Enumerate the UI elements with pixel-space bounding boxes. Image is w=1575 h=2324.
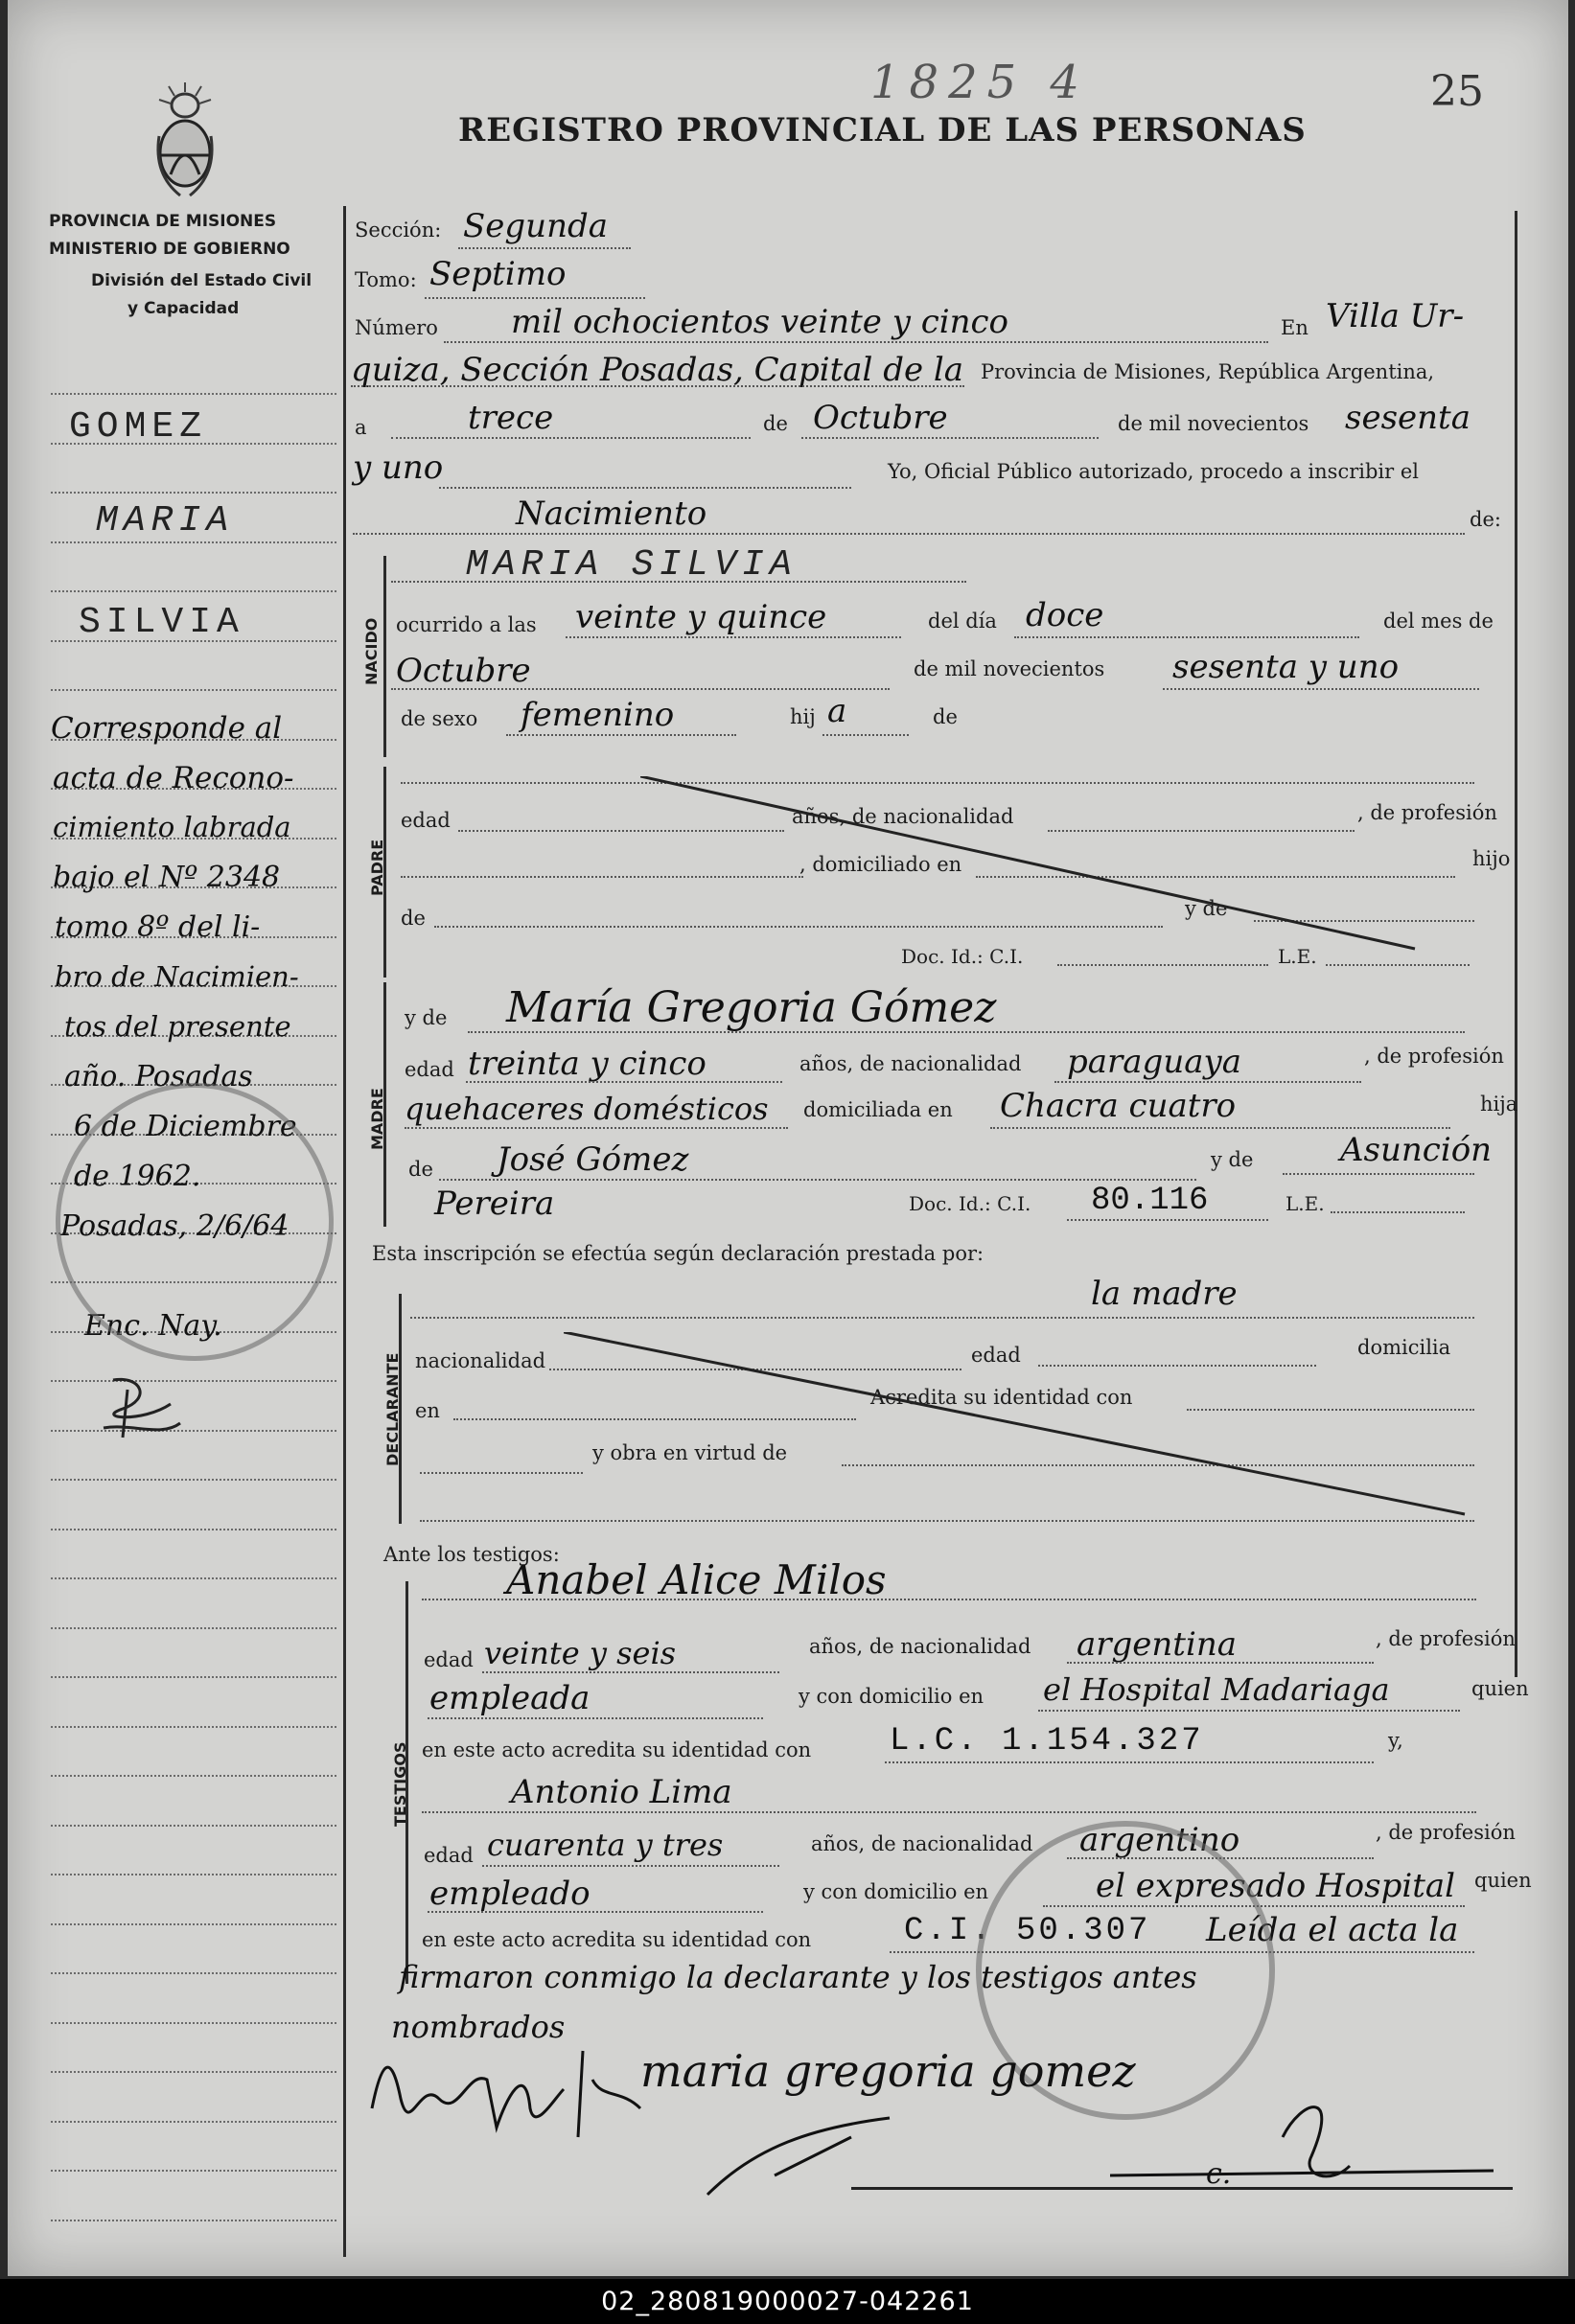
closing-line-1: firmaron conmigo la declarante y los testigos antes (399, 1959, 1197, 1995)
mil-nac-label: de mil novecientos (914, 657, 1105, 680)
declarante-en-label: en (415, 1399, 440, 1422)
agency-line-1: PROVINCIA DE MISIONES (49, 212, 277, 231)
declarante-obra-label: y obra en virtud de (592, 1441, 788, 1464)
acto-value: Nacimiento (516, 495, 707, 533)
t1-edad-value: veinte y seis (484, 1635, 677, 1671)
declarante-cancel-stroke (564, 1332, 1474, 1529)
anio-nac-value: sesenta y uno (1172, 648, 1400, 686)
rule (1057, 964, 1268, 966)
t2-dom-value: el expresado Hospital (1096, 1867, 1456, 1905)
margin-divider (343, 206, 346, 2257)
t2-prof-value: empleado (429, 1875, 591, 1913)
deldia-label: del día (928, 610, 997, 633)
t2-edad-value: cuarenta y tres (487, 1827, 724, 1863)
agency-line-4: y Capacidad (127, 299, 240, 318)
madre-de-label: de (408, 1158, 433, 1181)
margin-note-line: cimiento labrada (53, 811, 291, 843)
margin-ruled-line (51, 1775, 336, 1777)
sexo-value: femenino (521, 696, 675, 734)
declaracion-text: Esta inscripción se efectúa según declaración prestada por: (372, 1242, 984, 1265)
rule (422, 1599, 1476, 1600)
margin-ruled-line (51, 689, 336, 691)
seccion-label: Sección: (355, 219, 442, 242)
madre-prof-value: quehaceres domésticos (405, 1091, 769, 1127)
t2-doc-value: C.I. 50.307 (904, 1913, 1151, 1949)
t2-nac-label: años, de nacionalidad (811, 1832, 1033, 1855)
rule (1038, 1710, 1460, 1712)
t1-nac-label: años, de nacionalidad (809, 1635, 1031, 1658)
t2-edad-label: edad (424, 1844, 474, 1867)
testigo-1-nombre: Anabel Alice Milos (506, 1556, 887, 1603)
bottom-signature-line (851, 2187, 1513, 2190)
rule (566, 636, 901, 638)
de-label: de (763, 412, 788, 435)
padre-dom-label: , domiciliado en (799, 853, 962, 876)
witness-1-signature (362, 2041, 650, 2151)
declarante-acredita-label: Acredita su identidad con (870, 1386, 1133, 1409)
rule (822, 734, 909, 736)
t1-dom-label: y con domicilio en (799, 1685, 984, 1708)
rule (351, 385, 964, 387)
file-name-bar: 02_280819000027-042261 (0, 2279, 1575, 2324)
nacido-nombre: MARIA SILVIA (466, 544, 798, 586)
t1-prof-value: empleada (429, 1679, 591, 1717)
en-label: En (1281, 316, 1309, 339)
a-label: a (355, 416, 367, 439)
margin-ruled-line (51, 2170, 336, 2172)
numero-value: mil ochocientos veinte y cinco (511, 303, 1009, 341)
margin-note-line: acta de Recono- (53, 761, 294, 795)
margin-initials: Enc. Nay. (84, 1309, 222, 1343)
sexo-label: de sexo (401, 707, 478, 730)
t1-prof-label: , de profesión (1376, 1627, 1516, 1650)
madre-hija-label: hija (1480, 1093, 1518, 1116)
margin-name-2: SILVIA (79, 602, 244, 643)
right-border (1515, 211, 1517, 1677)
madre-yde2-label: y de (1211, 1148, 1254, 1171)
margin-note-line: de 1962. (74, 1160, 201, 1193)
margin-ruled-line (51, 1923, 336, 1925)
rule (468, 1031, 1465, 1033)
margin-note-line: bajo el Nº 2348 (53, 861, 281, 894)
tomo-value: Septimo (429, 255, 567, 293)
margin-ruled-line (51, 1874, 336, 1875)
declarante-nac-label: nacionalidad (415, 1349, 546, 1372)
padre-edad-label: edad (401, 809, 451, 832)
margin-ruled-line (51, 1577, 336, 1579)
tomo-label: Tomo: (355, 268, 417, 291)
officer-signature (1110, 2080, 1513, 2199)
t1-acredita-label: en este acto acredita su identidad con (422, 1738, 812, 1761)
localidad-value: quiza, Sección Posadas, Capital de la (351, 351, 964, 389)
nacido-bracket (383, 556, 386, 757)
rule (439, 1179, 1196, 1181)
madre-nac-value: paraguaya (1067, 1043, 1241, 1081)
t2-prof-label: , de profesión (1376, 1821, 1516, 1844)
padre-nac-label: años, de nacionalidad (792, 805, 1014, 828)
leida-text: Leída el acta la (1206, 1911, 1459, 1949)
rule (353, 533, 1465, 535)
rule (1283, 1173, 1474, 1175)
padre-prof-label: , de profesión (1357, 801, 1497, 824)
padre-hijo-label: hijo (1472, 847, 1511, 870)
de2-label: de: (1470, 508, 1501, 531)
margin-note-line: Corresponde al (51, 711, 283, 746)
margin-surname: GOMEZ (69, 406, 208, 448)
oficial-text: Yo, Oficial Público autorizado, procedo a inscribir el (888, 460, 1419, 483)
madre-madre-value: Asunción (1340, 1131, 1493, 1169)
rule (482, 1671, 779, 1673)
rule (410, 1317, 1474, 1319)
hora-value: veinte y quince (575, 598, 827, 636)
page-number: 25 (1430, 67, 1484, 116)
rule (885, 1761, 1374, 1763)
rule (1326, 964, 1470, 966)
seccion-value: Segunda (463, 207, 609, 245)
margin-ruled-line (51, 2220, 336, 2221)
testigos-section-label: TESTIGOS (391, 1741, 409, 1827)
margin-ruled-line (51, 1529, 336, 1530)
madre-doc-value: 80.116 (1091, 1183, 1209, 1219)
rule (482, 1865, 779, 1867)
rule (1014, 636, 1359, 638)
mil-label: de mil novecientos (1118, 412, 1309, 435)
coat-of-arms-icon (151, 79, 219, 208)
madre-madre-value-2: Pereira (434, 1185, 555, 1223)
margin-ruled-line (51, 2121, 336, 2123)
ocurrido-label: ocurrido a las (396, 613, 537, 636)
padre-de-label: de (401, 907, 426, 930)
madre-padre-value: José Gómez (497, 1140, 689, 1179)
margin-ruled-line (51, 393, 336, 395)
declarante-edad-label: edad (971, 1344, 1021, 1367)
signature-flourish (698, 2108, 909, 2209)
rule (428, 1911, 763, 1913)
margin-official-stamp (56, 1083, 334, 1361)
madre-doc-label: Doc. Id.: C.I. (909, 1192, 1031, 1215)
margin-rubric-signature (84, 1370, 190, 1452)
margin-ruled-line (51, 1627, 336, 1629)
dia-value: trece (468, 399, 554, 437)
rule (458, 247, 631, 249)
margin-ruled-line (51, 590, 336, 592)
rule (391, 688, 890, 690)
rule (990, 1127, 1450, 1129)
madre-edad-value: treinta y cinco (468, 1045, 706, 1083)
rule (1067, 1219, 1268, 1221)
svg-text:c.: c. (1206, 2157, 1232, 2191)
dia-nac-value: doce (1026, 596, 1104, 634)
hij-label: hij (790, 705, 816, 728)
declaracion-value: la madre (1091, 1275, 1238, 1313)
rule (1163, 688, 1479, 690)
mes-nac-value: Octubre (396, 652, 531, 690)
t2-dom-label: y con domicilio en (803, 1880, 989, 1903)
rule (420, 1472, 583, 1474)
numero-label: Número (355, 316, 438, 339)
margin-ruled-line (51, 1726, 336, 1728)
rule (391, 581, 966, 583)
margin-ruled-line (51, 2071, 336, 2073)
declarante-section-label: DECLARANTE (383, 1352, 402, 1466)
en-value: Villa Ur- (1326, 297, 1465, 335)
madre-prof-label: , de profesión (1364, 1045, 1504, 1068)
margin-note-line: tomo 8º del li- (55, 910, 261, 944)
provincia-text: Provincia de Misiones, República Argentina, (981, 360, 1435, 383)
margin-ruled-line (51, 1825, 336, 1827)
agency-line-2: MINISTERIO DE GOBIERNO (49, 240, 290, 259)
act-number: 1825 4 (870, 56, 1089, 109)
madre-nombre: María Gregoria Gómez (506, 983, 997, 1032)
madre-dom-label: domiciliada en (803, 1098, 953, 1121)
t2-acredita-label: en este acto acredita su identidad con (422, 1928, 812, 1951)
hij-value: a (827, 692, 847, 730)
agency-line-3: División del Estado Civil (91, 271, 313, 290)
anio-value-2: y uno (353, 449, 444, 487)
rule (425, 297, 645, 299)
margin-ruled-line (51, 1676, 336, 1678)
t1-edad-label: edad (424, 1648, 474, 1671)
mes-value: Octubre (813, 399, 948, 437)
rule (444, 341, 1268, 343)
margin-note-line: Posadas, 2/6/64 (60, 1209, 290, 1243)
margin-note-line: bro de Nacimien- (55, 960, 299, 993)
padre-section-label: PADRE (368, 839, 386, 896)
delmes-label: del mes de (1383, 610, 1494, 633)
mother-signature: maria gregoria gomez (640, 2045, 1136, 2097)
madre-le-label: L.E. (1285, 1192, 1325, 1215)
rule (801, 437, 1099, 439)
t1-dom-value: el Hospital Madariaga (1043, 1671, 1390, 1708)
madre-dom-value: Chacra cuatro (1000, 1087, 1237, 1125)
t1-nac-value: argentina (1077, 1625, 1238, 1664)
t2-nac-value: argentino (1079, 1821, 1240, 1859)
margin-ruled-line (51, 1479, 336, 1481)
madre-edad-label: edad (405, 1058, 454, 1081)
t1-doc-value: L.C. 1.154.327 (890, 1723, 1204, 1760)
de-nac-label: de (933, 705, 958, 728)
rule (391, 437, 751, 439)
rule (1054, 1081, 1361, 1083)
rule (506, 734, 736, 736)
rule (439, 487, 851, 489)
t2-quien-label: quien (1474, 1869, 1532, 1892)
margin-ruled-line (51, 492, 336, 494)
testigo-2-nombre: Antonio Lima (511, 1773, 732, 1811)
rule (422, 1811, 1476, 1813)
rule (1067, 1662, 1374, 1664)
page-title: REGISTRO PROVINCIAL DE LAS PERSONAS (458, 111, 1307, 150)
closing-line-2: nombrados (391, 2009, 566, 2045)
padre-le-label: L.E. (1278, 945, 1317, 968)
anio-value: sesenta (1345, 399, 1471, 437)
t1-y-label: y, (1388, 1729, 1403, 1752)
margin-note-line: tos del presente (64, 1010, 291, 1043)
rule (1331, 1211, 1465, 1213)
padre-yde-label: y de (1185, 897, 1228, 920)
rule (466, 1081, 782, 1083)
madre-nac-label: años, de nacionalidad (799, 1052, 1022, 1075)
margin-name-1: MARIA (96, 500, 235, 541)
margin-note-line: año. Posadas (64, 1060, 253, 1093)
padre-cancel-stroke (640, 776, 1426, 963)
madre-section-label: MADRE (368, 1088, 386, 1150)
t1-quien-label: quien (1471, 1677, 1529, 1700)
rule (405, 1127, 788, 1129)
margin-ruled-line (51, 2022, 336, 2024)
padre-doc-label: Doc. Id.: C.I. (901, 945, 1024, 968)
margin-note-line: 6 de Diciembre (74, 1110, 297, 1143)
madre-yde-label: y de (405, 1006, 448, 1029)
rule (428, 1717, 763, 1719)
nacido-section-label: NACIDO (362, 617, 381, 685)
declarante-dom-label: domicilia (1357, 1336, 1451, 1359)
ante-testigos-label: Ante los testigos: (383, 1543, 560, 1566)
margin-ruled-line (51, 1972, 336, 1974)
document-page (8, 0, 1568, 2276)
